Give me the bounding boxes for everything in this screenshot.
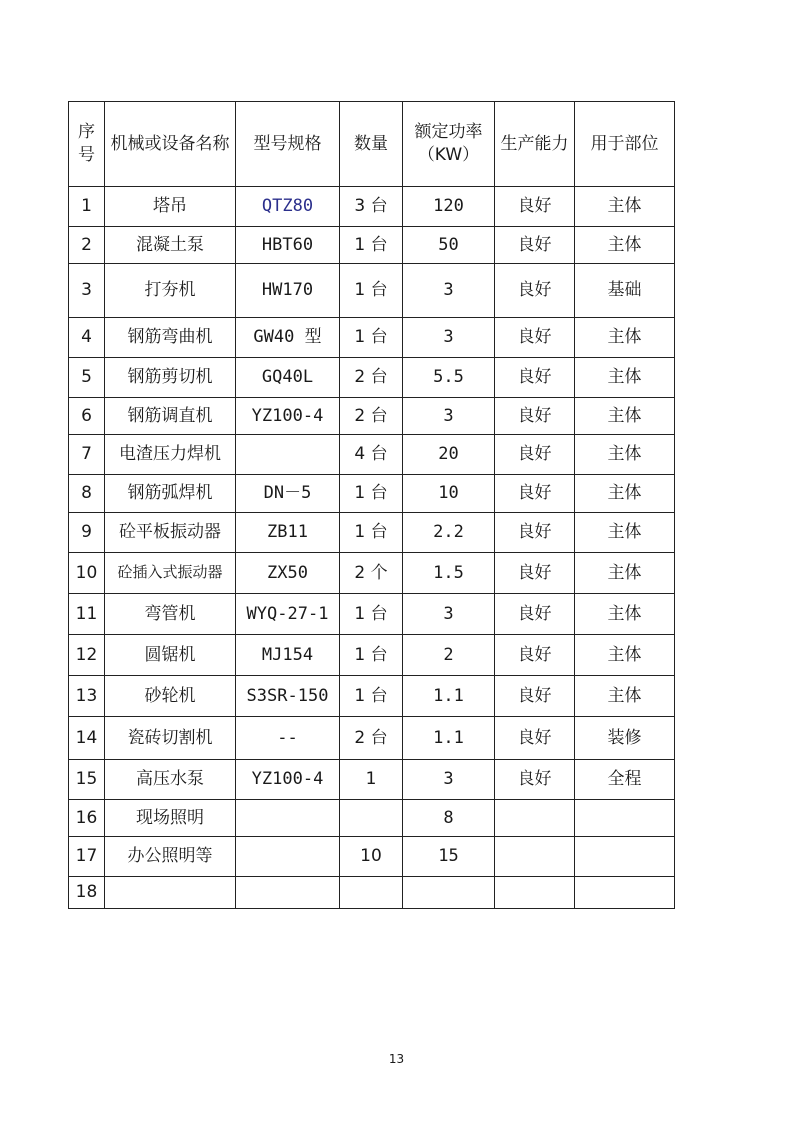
table-cell bbox=[236, 435, 340, 475]
table-cell: GQ40L bbox=[236, 358, 340, 398]
table-cell: 主体 bbox=[575, 475, 675, 513]
table-cell bbox=[495, 800, 575, 837]
table-cell: 5 bbox=[69, 358, 105, 398]
table-cell: 10 bbox=[69, 553, 105, 594]
table-cell bbox=[495, 837, 575, 877]
table-cell: 3 台 bbox=[340, 187, 403, 227]
table-cell: 1.5 bbox=[403, 553, 495, 594]
header-cell: 型号规格 bbox=[236, 102, 340, 187]
header-cell: 序号 bbox=[69, 102, 105, 187]
header-cell: 数量 bbox=[340, 102, 403, 187]
table-cell: 17 bbox=[69, 837, 105, 877]
table-cell: 良好 bbox=[495, 475, 575, 513]
table-cell: 装修 bbox=[575, 717, 675, 760]
header-row bbox=[69, 102, 675, 187]
table-row bbox=[69, 553, 675, 594]
table-row bbox=[69, 475, 675, 513]
table-cell: 1 台 bbox=[340, 676, 403, 717]
table-cell: 主体 bbox=[575, 594, 675, 635]
table-cell bbox=[105, 877, 236, 909]
table-cell: 2 个 bbox=[340, 553, 403, 594]
table-cell: YZ100-4 bbox=[236, 760, 340, 800]
table-cell: 砼插入式振动器 bbox=[105, 553, 236, 594]
table-cell: 良好 bbox=[495, 676, 575, 717]
header-cell: 额定功率（KW） bbox=[403, 102, 495, 187]
table-row bbox=[69, 594, 675, 635]
table-cell bbox=[236, 837, 340, 877]
table-cell: 1.1 bbox=[403, 717, 495, 760]
page-number: 13 bbox=[388, 1052, 405, 1066]
table-cell: 1 台 bbox=[340, 318, 403, 358]
table-cell bbox=[575, 837, 675, 877]
table-cell bbox=[403, 877, 495, 909]
table-cell: 良好 bbox=[495, 717, 575, 760]
table-cell: 1 台 bbox=[340, 475, 403, 513]
table-row bbox=[69, 264, 675, 318]
table-cell: 塔吊 bbox=[105, 187, 236, 227]
table-cell: 2 bbox=[69, 227, 105, 264]
table-cell: HW170 bbox=[236, 264, 340, 318]
table-cell: 10 bbox=[340, 837, 403, 877]
table-cell: 主体 bbox=[575, 513, 675, 553]
table-cell: 主体 bbox=[575, 635, 675, 676]
table-row bbox=[69, 837, 675, 877]
table-cell bbox=[495, 877, 575, 909]
table-cell: 1 台 bbox=[340, 227, 403, 264]
table-row bbox=[69, 398, 675, 435]
table-cell: 良好 bbox=[495, 553, 575, 594]
table-cell: 4 台 bbox=[340, 435, 403, 475]
table-cell: 1 台 bbox=[340, 264, 403, 318]
table-cell: 120 bbox=[403, 187, 495, 227]
table-cell: 良好 bbox=[495, 435, 575, 475]
table-cell: 2 台 bbox=[340, 398, 403, 435]
table-cell: 3 bbox=[403, 760, 495, 800]
table-cell: GW40 型 bbox=[236, 318, 340, 358]
table-cell: -- bbox=[236, 717, 340, 760]
table-cell: 主体 bbox=[575, 227, 675, 264]
table-cell: 良好 bbox=[495, 398, 575, 435]
table-cell: 弯管机 bbox=[105, 594, 236, 635]
table-cell: 电渣压力焊机 bbox=[105, 435, 236, 475]
table-cell: 8 bbox=[403, 800, 495, 837]
table-cell: 主体 bbox=[575, 553, 675, 594]
table-cell: MJ154 bbox=[236, 635, 340, 676]
table-cell: 砂轮机 bbox=[105, 676, 236, 717]
table-cell: 7 bbox=[69, 435, 105, 475]
table-cell: ZX50 bbox=[236, 553, 340, 594]
table-cell: 14 bbox=[69, 717, 105, 760]
table-cell: 钢筋弧焊机 bbox=[105, 475, 236, 513]
table-cell: 主体 bbox=[575, 435, 675, 475]
table-cell: 8 bbox=[69, 475, 105, 513]
table-cell bbox=[575, 877, 675, 909]
table-cell: DN－5 bbox=[236, 475, 340, 513]
table-cell: 全程 bbox=[575, 760, 675, 800]
table-cell: 2 台 bbox=[340, 358, 403, 398]
table-cell: 3 bbox=[403, 264, 495, 318]
table-cell: 6 bbox=[69, 398, 105, 435]
table-cell: 主体 bbox=[575, 398, 675, 435]
table-cell: 18 bbox=[69, 877, 105, 909]
table-cell: 圆锯机 bbox=[105, 635, 236, 676]
table-cell: 良好 bbox=[495, 264, 575, 318]
table-cell: 15 bbox=[403, 837, 495, 877]
table-cell: 50 bbox=[403, 227, 495, 264]
table-cell bbox=[575, 800, 675, 837]
table-cell: 良好 bbox=[495, 227, 575, 264]
table-cell bbox=[340, 877, 403, 909]
table-cell: 混凝土泵 bbox=[105, 227, 236, 264]
table-cell: S3SR-150 bbox=[236, 676, 340, 717]
table-cell: 10 bbox=[403, 475, 495, 513]
table-cell: 砼平板振动器 bbox=[105, 513, 236, 553]
table-cell: 良好 bbox=[495, 187, 575, 227]
table-cell: 主体 bbox=[575, 358, 675, 398]
table-cell: 钢筋调直机 bbox=[105, 398, 236, 435]
table-cell: 打夯机 bbox=[105, 264, 236, 318]
table-cell: 钢筋弯曲机 bbox=[105, 318, 236, 358]
table-cell: WYQ-27-1 bbox=[236, 594, 340, 635]
table-cell: 1 台 bbox=[340, 594, 403, 635]
table-cell: 高压水泵 bbox=[105, 760, 236, 800]
table-cell: 20 bbox=[403, 435, 495, 475]
table-cell: HBT60 bbox=[236, 227, 340, 264]
table-cell: 钢筋剪切机 bbox=[105, 358, 236, 398]
table-cell: 3 bbox=[403, 398, 495, 435]
table-cell: 良好 bbox=[495, 760, 575, 800]
table-cell: 13 bbox=[69, 676, 105, 717]
table-cell: 良好 bbox=[495, 358, 575, 398]
table-cell bbox=[236, 800, 340, 837]
header-cell: 生产能力 bbox=[495, 102, 575, 187]
table-cell: 1.1 bbox=[403, 676, 495, 717]
table-cell: 良好 bbox=[495, 594, 575, 635]
table-cell: 主体 bbox=[575, 318, 675, 358]
table-row bbox=[69, 187, 675, 227]
table-cell: 瓷砖切割机 bbox=[105, 717, 236, 760]
table-cell: 2.2 bbox=[403, 513, 495, 553]
table-row bbox=[69, 717, 675, 760]
table-row bbox=[69, 800, 675, 837]
table-cell: 良好 bbox=[495, 318, 575, 358]
table-cell: 良好 bbox=[495, 513, 575, 553]
table-cell: 1 bbox=[340, 760, 403, 800]
table-cell: 11 bbox=[69, 594, 105, 635]
table-row bbox=[69, 676, 675, 717]
table-cell: 4 bbox=[69, 318, 105, 358]
table-cell: 基础 bbox=[575, 264, 675, 318]
table-cell: ZB11 bbox=[236, 513, 340, 553]
header-cell: 机械或设备名称 bbox=[105, 102, 236, 187]
table-cell: 主体 bbox=[575, 187, 675, 227]
table-cell: 1 bbox=[69, 187, 105, 227]
table-cell: 16 bbox=[69, 800, 105, 837]
table-row bbox=[69, 877, 675, 909]
table-cell bbox=[236, 877, 340, 909]
table-cell: 1 台 bbox=[340, 635, 403, 676]
table-cell: 5.5 bbox=[403, 358, 495, 398]
table-row bbox=[69, 435, 675, 475]
header-cell: 用于部位 bbox=[575, 102, 675, 187]
table-cell: 12 bbox=[69, 635, 105, 676]
table-row bbox=[69, 513, 675, 553]
table-cell: 3 bbox=[403, 594, 495, 635]
table-cell: 9 bbox=[69, 513, 105, 553]
table-cell: YZ100-4 bbox=[236, 398, 340, 435]
table-cell: 3 bbox=[403, 318, 495, 358]
table-cell: 现场照明 bbox=[105, 800, 236, 837]
table-row bbox=[69, 358, 675, 398]
table-cell: 主体 bbox=[575, 676, 675, 717]
table-row bbox=[69, 635, 675, 676]
table-cell: 良好 bbox=[495, 635, 575, 676]
table-cell: QTZ80 bbox=[236, 187, 340, 227]
equipment-table bbox=[68, 101, 675, 909]
table-row bbox=[69, 760, 675, 800]
table-cell: 3 bbox=[69, 264, 105, 318]
table-cell bbox=[340, 800, 403, 837]
table-row bbox=[69, 318, 675, 358]
table-cell: 1 台 bbox=[340, 513, 403, 553]
table-cell: 办公照明等 bbox=[105, 837, 236, 877]
table-cell: 2 台 bbox=[340, 717, 403, 760]
table-cell: 2 bbox=[403, 635, 495, 676]
table-row bbox=[69, 227, 675, 264]
table-cell: 15 bbox=[69, 760, 105, 800]
